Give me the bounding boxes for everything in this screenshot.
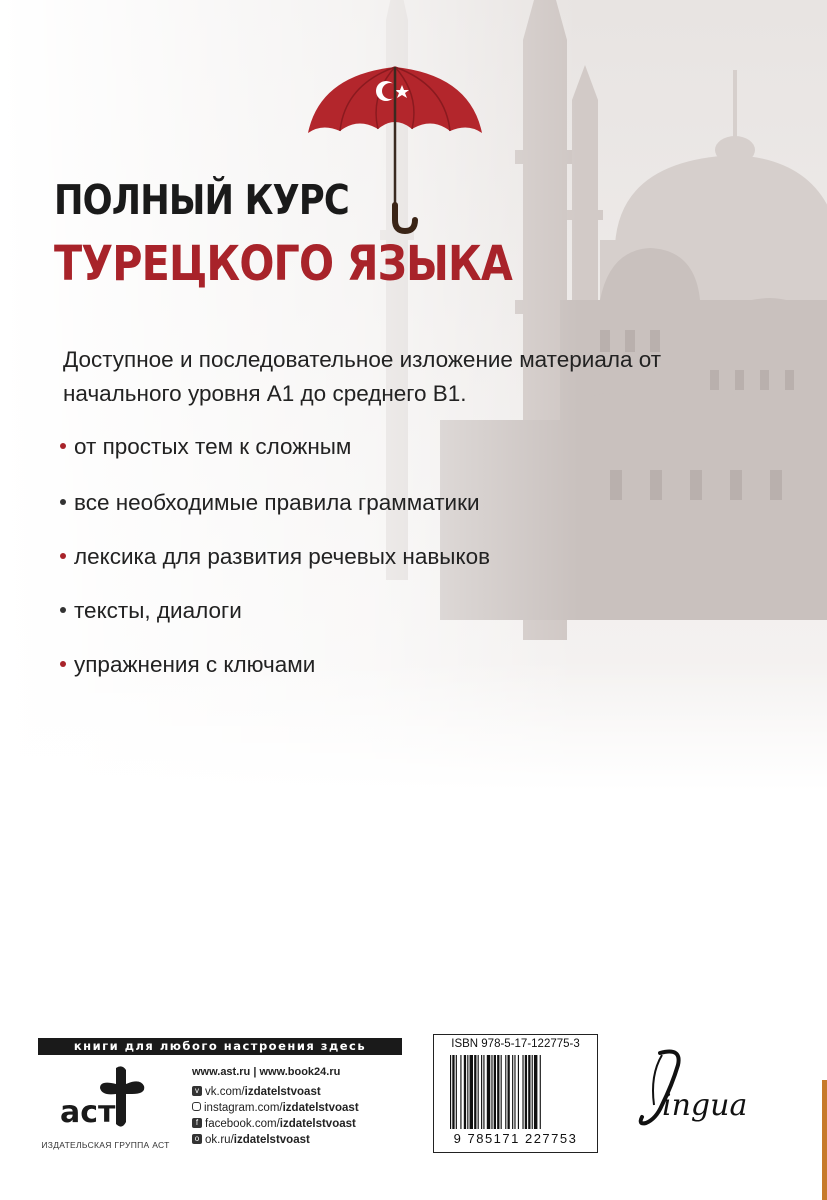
bullet-dot-icon [60,443,66,449]
title-line-1: ПОЛНЫЙ КУРС [54,176,349,224]
barcode-bar [481,1055,482,1129]
barcode-bar [494,1055,496,1129]
barcode-bar [540,1055,541,1129]
barcode-bar [470,1055,473,1129]
barcode-icon [448,1055,583,1129]
odnoklassniki-icon: o [192,1134,202,1144]
barcode-bar [508,1055,510,1129]
title-line-2: ТУРЕЦКОГО ЯЗЫКА [54,236,513,292]
bullet-text: тексты, диалоги [74,598,242,623]
ast-logo-text: аст [60,1095,116,1130]
barcode-bar [512,1055,513,1129]
barcode-bar [534,1055,537,1129]
barcode-bar [491,1055,492,1129]
facebook-icon: f [192,1118,202,1128]
slogan-bar: книги для любого настроения здесь [38,1038,402,1055]
vk-icon: v [192,1086,202,1096]
barcode-bar [483,1055,484,1129]
bullet-text: лексика для развития речевых навыков [74,544,491,569]
bullet-item [60,490,480,516]
publisher-caption: ИЗДАТЕЛЬСКАЯ ГРУППА АСТ [41,1140,170,1150]
barcode-bar [478,1055,479,1129]
social-link-facebook[interactable]: f facebook.com/izdatelstvoast [192,1118,356,1130]
barcode-bar [460,1055,461,1129]
bullet-dot-icon [60,553,66,559]
barcode-bar [487,1055,490,1129]
isbn-number: ISBN 978-5-17-122775-3 [451,1038,580,1050]
barcode-bar [474,1055,476,1129]
barcode-bar [528,1055,530,1129]
cover-edge-strip [822,1080,827,1200]
barcode-bar [522,1055,523,1129]
barcode-bar [501,1055,502,1129]
barcode-bar [456,1055,457,1129]
social-link-instagram[interactable]: instagram.com/izdatelstvoast [192,1102,359,1114]
barcode-bar [532,1055,533,1129]
barcode-bar [450,1055,451,1129]
barcode-bar [505,1055,506,1129]
ast-publisher-logo [58,1062,158,1132]
barcode-bar [467,1055,468,1129]
barcode-bar [464,1055,466,1129]
social-link-odnoklassniki[interactable]: o ok.ru/izdatelstvoast [192,1134,310,1146]
bullet-dot-icon [60,607,66,613]
barcode-bar [497,1055,499,1129]
barcode-bar [514,1055,515,1129]
isbn-barcode-box [433,1034,598,1153]
bullet-item [60,652,315,678]
lingua-logo-text: ingua [662,1088,748,1123]
barcode-bar [525,1055,527,1129]
bullet-dot-icon [60,499,66,505]
intro-paragraph: Доступное и последовательное изложение материала от начального уровня А1 до среднего В1. [63,347,662,406]
lingua-imprint-logo [632,1045,792,1135]
bullet-text: все необходимые правила грамматики [74,490,480,515]
bullet-dot-icon [60,661,66,667]
bullet-text: от простых тем к сложным [74,434,352,459]
social-link-vk[interactable]: v vk.com/izdatelstvoast [192,1086,321,1098]
website-links[interactable]: www.ast.ru | www.book24.ru [192,1066,341,1078]
bullet-item [60,598,242,624]
instagram-icon [192,1102,201,1111]
barcode-bar [518,1055,519,1129]
bullet-text: упражнения с ключами [74,652,316,677]
bullet-item [60,544,490,570]
barcode-bar [452,1055,454,1129]
bullet-item [60,434,351,460]
barcode-digits: 9 785171 227753 [453,1131,578,1146]
